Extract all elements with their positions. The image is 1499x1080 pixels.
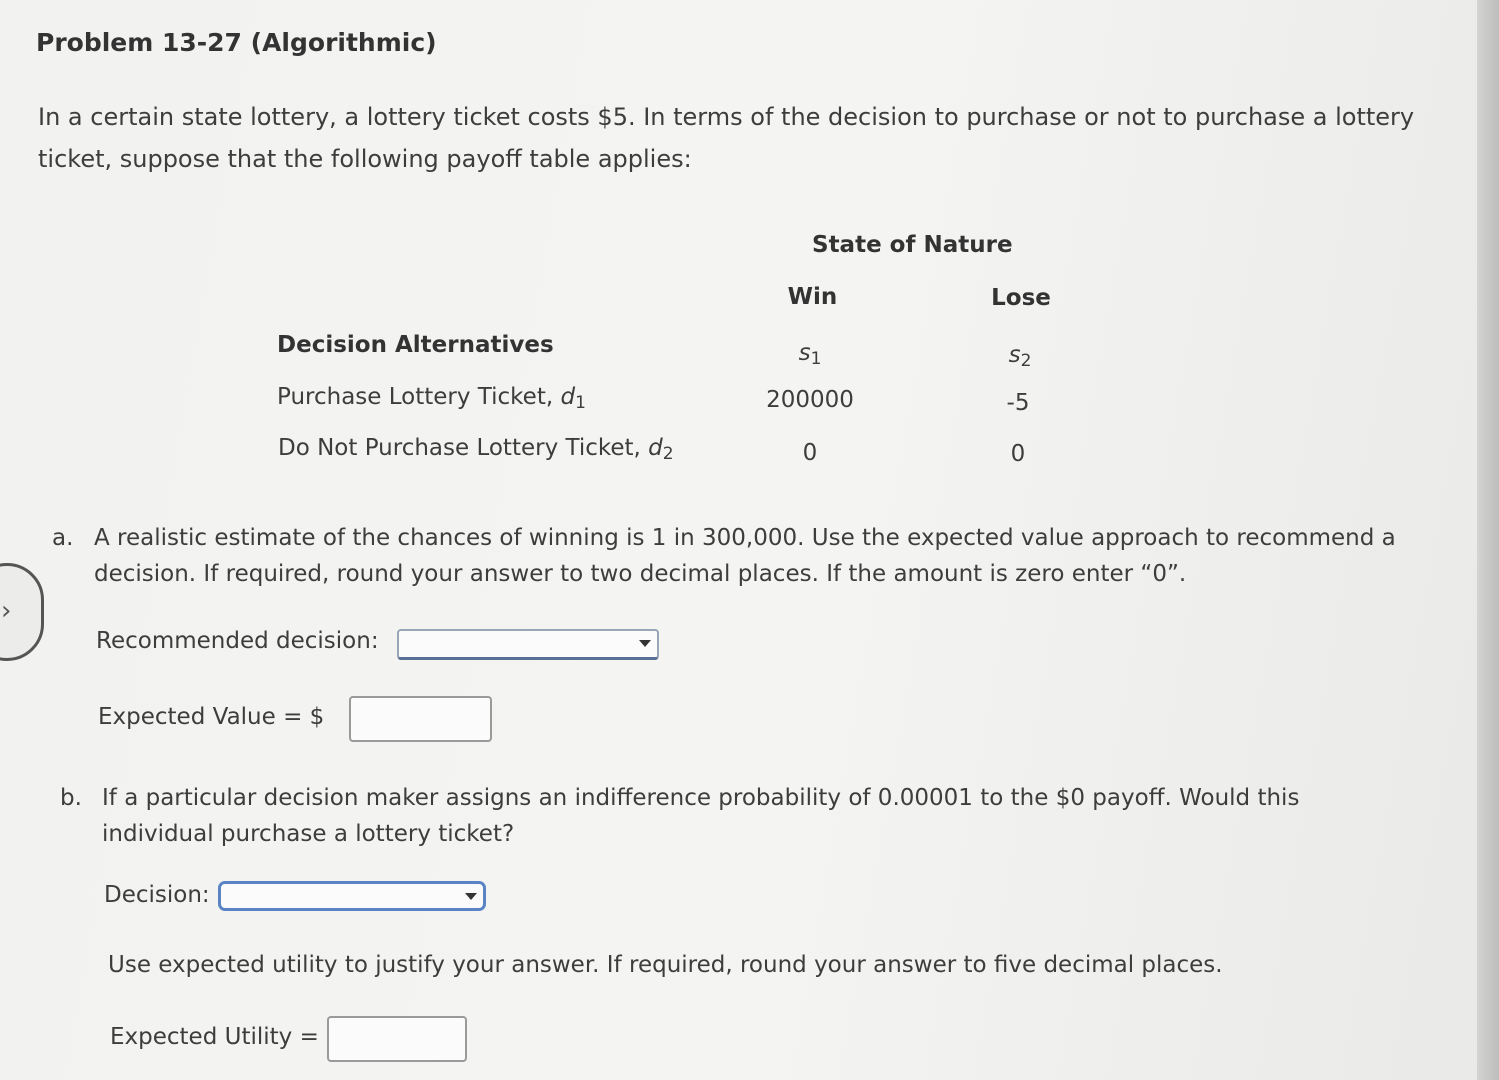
- decision-select[interactable]: [218, 881, 486, 911]
- part-b-text: If a particular decision maker assigns an indifference probability of 0.00001 to the $0 payoff. Would this individual purchase a lottery ticket?: [102, 785, 1300, 847]
- column-header-lose: Lose: [991, 285, 1051, 311]
- payoff-purchase-lose: -5: [1006, 390, 1030, 416]
- part-a-question: [52, 520, 1452, 592]
- state-symbol-s1: $s_1$: [798, 340, 822, 369]
- row-label-do-not-purchase: Do Not Purchase Lottery Ticket, $d_2$: [278, 435, 674, 464]
- state-symbol-s2: $s_2$: [1008, 342, 1032, 371]
- monitor-bezel: [1477, 0, 1499, 1080]
- expected-utility-label: Expected Utility =: [110, 1024, 319, 1050]
- dropdown-caret-icon: [465, 893, 477, 900]
- payoff-no-purchase-win: 0: [802, 440, 818, 466]
- part-a-text: A realistic estimate of the chances of winning is 1 in 300,000. Use the expected value approach to recommend a decision. If required, round your answer to two decimal places. If the amount is zero enter “0”.: [94, 525, 1396, 587]
- expected-value-input[interactable]: [349, 696, 492, 742]
- decision-alternatives-heading: Decision Alternatives: [277, 332, 554, 358]
- part-b-question: [60, 780, 1380, 852]
- row-label-purchase: Purchase Lottery Ticket, $d_1$: [277, 384, 586, 413]
- part-b-letter: b.: [60, 785, 82, 811]
- payoff-purchase-win: 200000: [766, 387, 854, 413]
- dropdown-caret-icon: [639, 640, 651, 647]
- column-header-win: Win: [787, 284, 838, 310]
- payoff-no-purchase-lose: 0: [1010, 441, 1026, 467]
- expected-utility-input[interactable]: [327, 1016, 467, 1062]
- part-b-instruction: Use expected utility to justify your answer. If required, round your answer to five decimal places.: [108, 952, 1223, 978]
- part-a-letter: a.: [52, 525, 74, 551]
- side-nav-toggle[interactable]: [0, 563, 44, 661]
- recommended-decision-label: Recommended decision:: [96, 628, 379, 654]
- chevron-right-icon: ›: [1, 596, 12, 626]
- decision-label: Decision:: [104, 882, 210, 908]
- state-of-nature-heading: State of Nature: [812, 232, 1013, 258]
- expected-value-label: Expected Value = $: [98, 704, 325, 730]
- problem-intro: In a certain state lottery, a lottery ticket costs $5. In terms of the decision to purchase or not to purchase a lottery ticket, suppose that the following payoff table applies:: [38, 103, 1415, 173]
- problem-title: Problem 13-27 (Algorithmic): [36, 28, 437, 57]
- recommended-decision-select[interactable]: [397, 629, 659, 660]
